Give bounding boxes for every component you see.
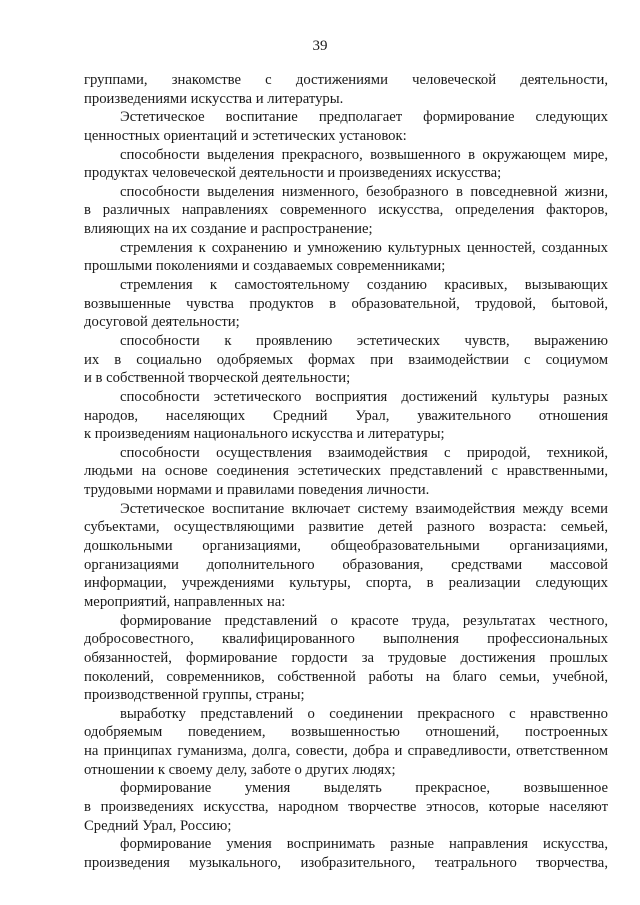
- text-line: стремления к сохранению и умножению культурных ценностей, созданных: [120, 239, 608, 256]
- text-line: к произведениям национального искусства и литературы;: [84, 426, 445, 443]
- text-line: мероприятий, направленных на:: [84, 593, 286, 610]
- text-line: выработку представлений о соединении прекрасного с нравственно: [120, 705, 608, 722]
- text-line: способности выделения низменного, безобразного в повседневной жизни,: [120, 183, 608, 200]
- text-line: отношении к своему делу, заботе о других людях;: [84, 761, 396, 778]
- text-line: способности эстетического восприятия достижений культуры разных: [120, 388, 608, 405]
- text-line: в произведениях искусства, народном творчестве этносов, которые населяют: [84, 798, 608, 815]
- text-line: стремления к самостоятельному созданию красивых, вызывающих: [120, 277, 608, 294]
- text-line: влияющих на их создание и распространение;: [84, 221, 373, 238]
- page-number: 39: [312, 38, 328, 54]
- text-line: производственной группы, страны;: [84, 687, 305, 704]
- text-line: людьми на основе соединения эстетических представлений с нравственными,: [84, 463, 608, 480]
- text-line: ценностных ориентаций и эстетических установок:: [84, 127, 407, 144]
- text-line: формирование представлений о красоте труда, результатах честного,: [120, 612, 608, 629]
- text-line: способности к проявлению эстетических чувств, выражению: [120, 332, 608, 349]
- text-line: субъектами, осуществляющими развитие детей разного возраста: семьей,: [84, 519, 608, 536]
- text-line: на принципах гуманизма, долга, совести, добра и справедливости, ответственном: [84, 743, 608, 760]
- text-line: произведениями искусства и литературы.: [84, 90, 344, 107]
- text-line: Эстетическое воспитание предполагает формирование следующих: [120, 109, 608, 126]
- text-line: способности выделения прекрасного, возвышенного в окружающем мире,: [120, 146, 608, 163]
- text-line: досуговой деятельности;: [84, 314, 240, 331]
- text-line: информации, учреждениями культуры, спорта, в реализации следующих: [84, 575, 608, 592]
- text-line: поколений, современников, собственной работы на благо семьи, учебной,: [84, 668, 608, 685]
- text-line: продуктах человеческой деятельности и произведениях искусства;: [84, 165, 502, 182]
- text-line: дошкольными организациями, общеобразовательными организациями,: [84, 538, 608, 555]
- text-line: прошлыми поколениями и создаваемых современниками;: [84, 258, 446, 275]
- text-line: народов, населяющих Средний Урал, уважительного отношения: [84, 407, 608, 424]
- document-body: [84, 71, 608, 873]
- text-line: способности осуществления взаимодействия с природой, техникой,: [120, 444, 608, 461]
- text-line: одобряемым поведением, возвышенностью отношений, построенных: [84, 724, 608, 741]
- text-line: Средний Урал, Россию;: [84, 817, 232, 834]
- text-line: организациями дополнительного образования, средствами массовой: [84, 556, 608, 573]
- text-line: обязанностей, формирование гордости за трудовые достижения прошлых: [84, 649, 608, 666]
- text-line: возвышенные чувства продуктов в образовательной, трудовой, бытовой,: [84, 295, 608, 312]
- text-line: трудовыми нормами и правилами поведения личности.: [84, 482, 430, 499]
- text-line: группами, знакомстве с достижениями человеческой деятельности,: [84, 72, 608, 88]
- text-line: в различных направлениях современного искусства, определения факторов,: [84, 202, 608, 219]
- text-line: формирование умения выделять прекрасное, возвышенное: [120, 780, 608, 797]
- text-line: формирование умения воспринимать разные направления искусства,: [120, 836, 608, 853]
- text-line: и в собственной творческой деятельности;: [84, 370, 351, 387]
- text-line: добросовестного, квалифицированного выполнения профессиональных: [84, 631, 608, 648]
- text-line: Эстетическое воспитание включает систему взаимодействия между всеми: [120, 500, 608, 517]
- text-line: произведения музыкального, изобразительного, театрального творчества,: [84, 854, 608, 871]
- text-line: их в социально одобряемых формах при взаимодействии с социумом: [84, 351, 608, 368]
